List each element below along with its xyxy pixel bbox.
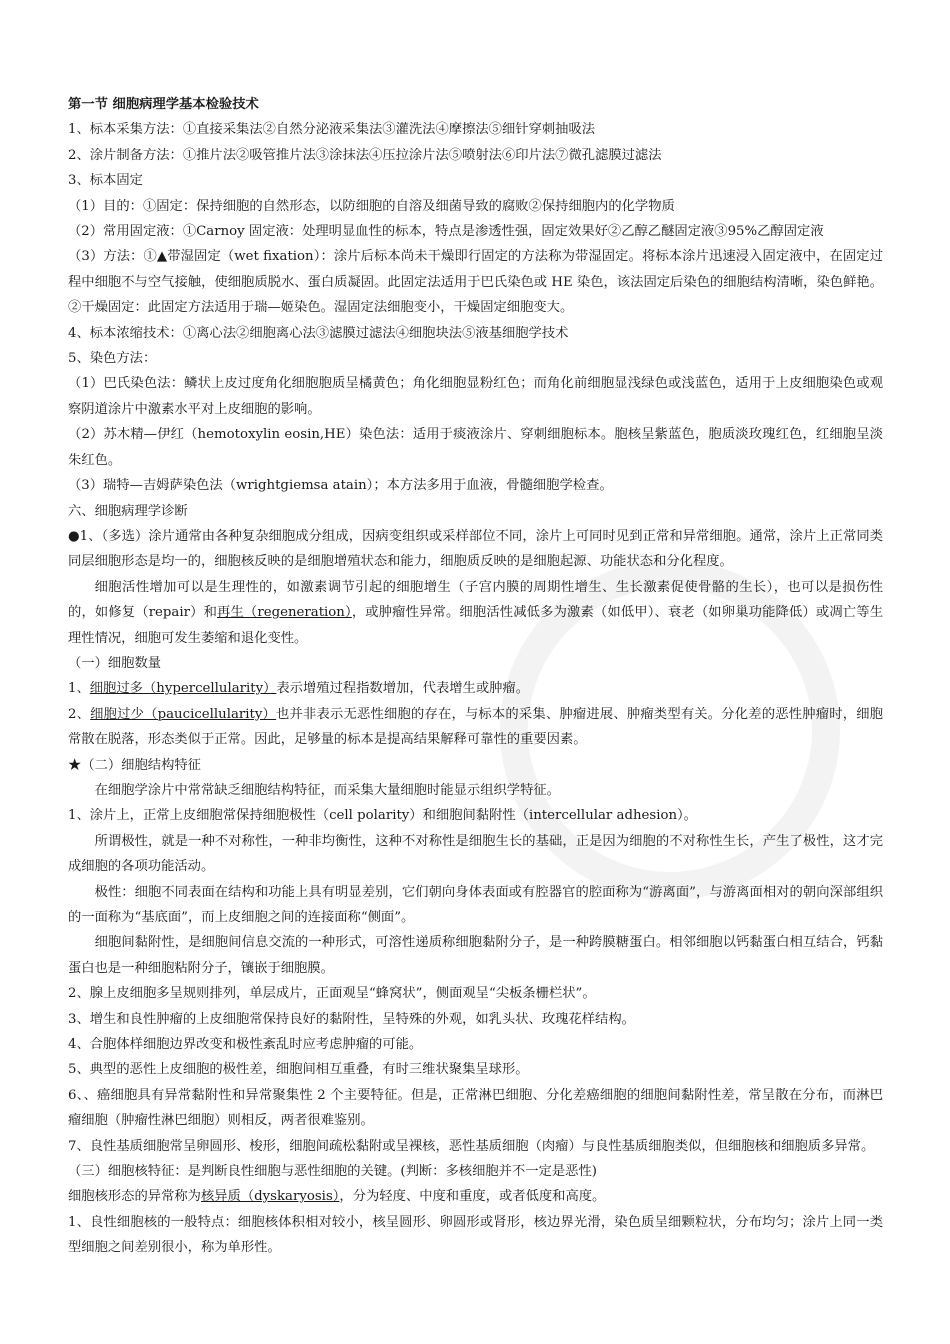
fixation-solutions: （2）常用固定液：①Carnoy 固定液：处理明显血性的标本，特点是渗透性强，固定效果好②乙醇乙醚固定液③95%乙醇固定液 bbox=[68, 224, 824, 240]
cytopathology-diagnosis-heading: 六、细胞病理学诊断 bbox=[68, 503, 188, 519]
paucicellularity-item bbox=[68, 702, 883, 753]
section-title: 第一节 细胞病理学基本检验技术 bbox=[68, 97, 259, 112]
paucicellularity-term: 细胞过少（paucicellularity） bbox=[90, 706, 277, 722]
hypercellularity-number: 1、 bbox=[68, 681, 90, 697]
cell-activity-paragraph bbox=[68, 575, 883, 651]
paucicellularity-text: 也并非表示无恶性细胞的存在，与标本的采集、肿瘤进展、肿瘤类型有关。分化差的恶性肿瘤时，细胞常散在脱落，形态类似于正常。因此，足够量的标本是提高结果解释可靠性的重要因素。 bbox=[68, 706, 884, 748]
dyskaryosis-text-a: 细胞核形态的异常称为 bbox=[68, 1189, 201, 1205]
benign-tumor-adhesion-item: 3、增生和良性肿瘤的上皮细胞常保持良好的黏附性，呈特殊的外观，如乳头状、玫瑰花样结构。 bbox=[68, 1011, 635, 1027]
hypercellularity-text: 表示增殖过程指数增加，代表增生或肿瘤。 bbox=[276, 681, 530, 697]
staining-methods-heading: 5、染色方法： bbox=[68, 351, 157, 367]
dyskaryosis-term: 核异质（dyskaryosis） bbox=[200, 1189, 340, 1205]
paucicellularity-number: 2、 bbox=[68, 706, 91, 722]
specimen-fixation-heading: 3、标本固定 bbox=[68, 173, 143, 189]
polarity-surfaces: 极性：细胞不同表面在结构和功能上具有明显差别，它们朝向身体表面或有腔器官的腔面称为“游离面”，与游离面相对的朝向深部组织的一面称为“基底面”，而上皮细胞之间的连接面称“侧面”。 bbox=[68, 884, 883, 925]
concentration-techniques: 4、标本浓缩技术：①离心法②细胞离心法③滤膜过滤法④细胞块法⑤液基细胞学技术 bbox=[68, 325, 569, 341]
smear-composition-paragraph: ●1、（多选）涂片通常由各种复杂细胞成分组成，因病变组织或采样部位不同，涂片上可同时见到正常和异常细胞。通常，涂片上正常同类同层细胞形态是均一的，细胞核反映的是细胞增殖状态和能力，细胞质反映的是细胞起源、功能状态和分化程度。 bbox=[68, 528, 883, 570]
stromal-cells-item: 7、良性基质细胞常呈卵圆形、梭形，细胞间疏松黏附或呈裸核，恶性基质细胞（肉瘤）与良性基质细胞类似，但细胞核和细胞质多异常。 bbox=[68, 1138, 875, 1154]
dyskaryosis-text-b: ，分为轻度、中度和重度，或者低度和高度。 bbox=[339, 1189, 606, 1205]
papanicolaou-stain: （1）巴氏染色法：鳞状上皮过度角化细胞胞质呈橘黄色；角化细胞显粉红色；而角化前细胞显浅绿色或浅蓝色，适用于上皮细胞染色或观察阴道涂片中激素水平对上皮细胞的影响。 bbox=[68, 376, 883, 417]
polarity-adhesion-item: 1、涂片上，正常上皮细胞常保持细胞极性（cell polarity）和细胞间黏附性（intercellular adhesion）。 bbox=[68, 808, 697, 824]
hypercellularity-term: 细胞过多（hypercellularity） bbox=[89, 681, 277, 697]
fixation-methods: （3）方法：①▲带湿固定（wet fixation）：涂片后标本尚未干燥即行固定的方法称为带湿固定。将标本涂片迅速浸入固定液中，在固定过程中细胞不与空气接触，使细胞质脱水、蛋白质凝固。此固定法适用于巴氏染色或 HE 染色，该法固定后染色的细胞结构清晰，染色鲜艳。②干燥固定：此固定方法适用于瑞—姬染色。湿固定法细胞变小，干燥固定细胞变大。 bbox=[68, 249, 883, 316]
he-stain: （2）苏木精—伊红（hemotoxylin eosin,HE）染色法：适用于痰液涂片、穿刺细胞标本。胞核呈紫蓝色，胞质淡玫瑰红色，红细胞呈淡朱红色。 bbox=[68, 427, 883, 468]
cell-activity-text-a: 细胞活性增加可以是生理性的，如激素调节引起的细胞增生（子宫内膜的周期性增生、生长激素促使骨骼的生长），也可以是损伤性的，如修复（repair）和 bbox=[68, 579, 883, 621]
adhesion-definition: 细胞间黏附性，是细胞间信息交流的一种形式，可溶性递质称细胞黏附分子，是一种跨膜糖蛋白。相邻细胞以钙黏蛋白相互结合，钙黏蛋白也是一种细胞粘附分子，镶嵌于细胞膜。 bbox=[68, 935, 883, 976]
specimen-collection-methods: 1、标本采集方法：①直接采集法②自然分泌液采集法③灌洗法④摩擦法⑤细针穿刺抽吸法 bbox=[68, 122, 596, 138]
dyskaryosis-paragraph bbox=[68, 1184, 883, 1209]
wright-giemsa-stain: （3）瑞特—吉姆萨染色法（wrightgiemsa atain）；本方法多用于血液，骨髓细胞学检查。 bbox=[68, 478, 613, 494]
document-page bbox=[68, 92, 883, 1261]
fixation-purpose: （1）目的：①固定：保持细胞的自然形态，以防细胞的自溶及细菌导致的腐败②保持细胞内的化学物质 bbox=[68, 198, 675, 214]
smear-preparation-methods: 2、涂片制备方法：①推片法②吸管推片法③涂抹法④压拉涂片法⑤喷射法⑥印片法⑦微孔滤膜过滤法 bbox=[68, 147, 662, 163]
malignant-polarity-item: 5、典型的恶性上皮细胞的极性差，细胞间相互重叠，有时三维状聚集呈球形。 bbox=[68, 1062, 529, 1078]
cell-activity-text-b: ，或肿瘤性异常。细胞活性减低多为激素（如低甲）、衰老（如卵巢功能降低）或凋亡等生理性情况，细胞可发生萎缩和退化变性。 bbox=[68, 605, 883, 646]
polarity-definition: 所谓极性，就是一种不对称性，一种非均衡性，这种不对称性是细胞生长的基础，正是因为细胞的不对称性生长，产生了极性，这才完成细胞的各项功能活动。 bbox=[68, 833, 883, 875]
cell-structure-intro: 在细胞学涂片中常常缺乏细胞结构特征，而采集大量细胞时能显示组织学特征。 bbox=[94, 782, 560, 798]
benign-nucleus-item: 1、良性细胞核的一般特点：细胞核体积相对较小，核呈圆形、卵圆形或肾形，核边界光滑，染色质呈细颗粒状，分布均匀；涂片上同一类型细胞之间差别很小，称为单形性。 bbox=[68, 1214, 883, 1256]
cell-quantity-heading: （一）细胞数量 bbox=[68, 655, 162, 671]
glandular-cells-item: 2、腺上皮细胞多呈规则排列，单层成片，正面观呈“蜂窝状”，侧面观呈“尖板条栅栏状”。 bbox=[68, 986, 596, 1002]
syncytial-item: 4、合胞体样细胞边界改变和极性紊乱时应考虑肿瘤的可能。 bbox=[68, 1037, 423, 1053]
cell-structure-heading: ★（二）细胞结构特征 bbox=[68, 757, 201, 773]
nuclear-features-heading: （三）细胞核特征：是判断良性细胞与恶性细胞的关键。(判断：多核细胞并不一定是恶性) bbox=[68, 1164, 597, 1180]
regeneration-term: 再生（regeneration） bbox=[217, 605, 352, 621]
hypercellularity-item bbox=[68, 676, 883, 701]
cancer-adhesion-item: 6、、癌细胞具有异常黏附性和异常聚集性 2 个主要特征。但是，正常淋巴细胞、分化差癌细胞的细胞间黏附性差，常呈散在分布，而淋巴瘤细胞（肿瘤性淋巴细胞）则相反，两者很难鉴别。 bbox=[68, 1087, 883, 1129]
